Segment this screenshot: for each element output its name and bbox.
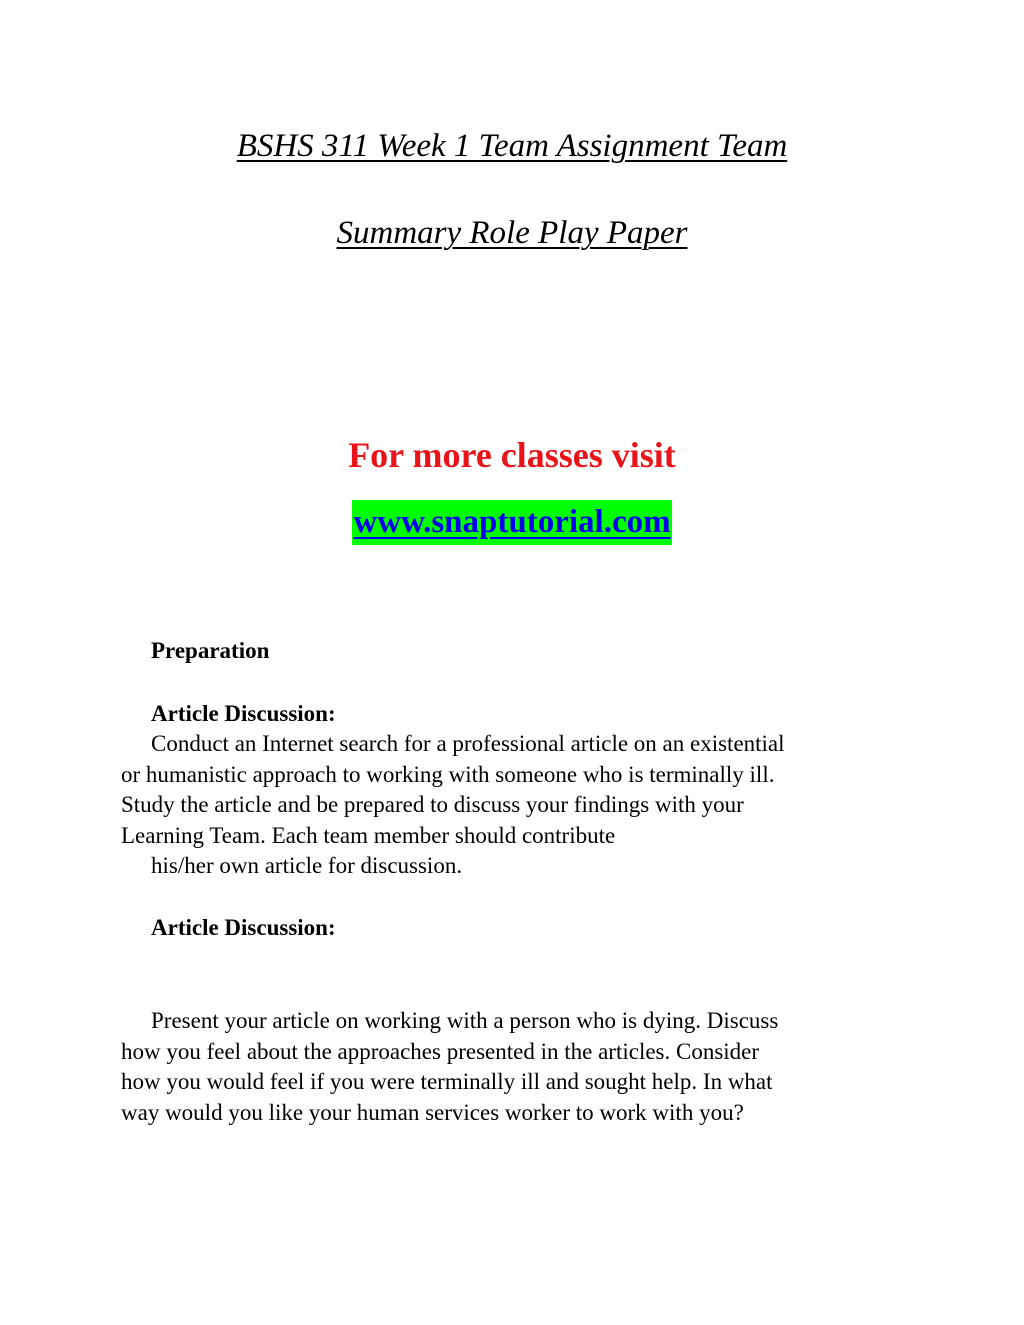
paragraph-2 [121, 1006, 911, 1128]
promo-link-container [0, 500, 1024, 545]
paragraph-2-line: how you would feel if you were terminally ill and sought help. In what [121, 1069, 773, 1094]
paragraph-1-line: or humanistic approach to working with someone who is terminally ill. [121, 761, 775, 787]
article-discussion-heading-1: Article Discussion: [151, 701, 336, 726]
title-line-1: BSHS 311 Week 1 Team Assignment Team [236, 128, 788, 164]
article-discussion-heading-2: Article Discussion: [151, 915, 336, 940]
title-line-2: Summary Role Play Paper [336, 215, 688, 251]
promo-link[interactable]: www.snaptutorial.com [352, 500, 671, 545]
document-title [0, 126, 1024, 166]
paragraph-2-line: Present your article on working with a person who is dying. Discuss [151, 1008, 779, 1033]
paragraph-1 [121, 729, 911, 882]
section-heading-preparation: Preparation [151, 638, 270, 663]
paragraph-1-line: his/her own article for discussion. [151, 853, 463, 878]
document-title-continued [0, 213, 1024, 253]
promo-text: For more classes visit [348, 435, 676, 475]
paragraph-2-line: way would you like your human services worker to work with you? [121, 1099, 744, 1125]
paragraph-1-line: Conduct an Internet search for a professional article on an existential [151, 731, 785, 756]
paragraph-1-line: Learning Team. Each team member should contribute [121, 822, 616, 848]
paragraph-1-line: Study the article and be prepared to discuss your findings with your [121, 792, 744, 817]
paragraph-2-line: how you feel about the approaches presented in the articles. Consider [121, 1038, 760, 1064]
